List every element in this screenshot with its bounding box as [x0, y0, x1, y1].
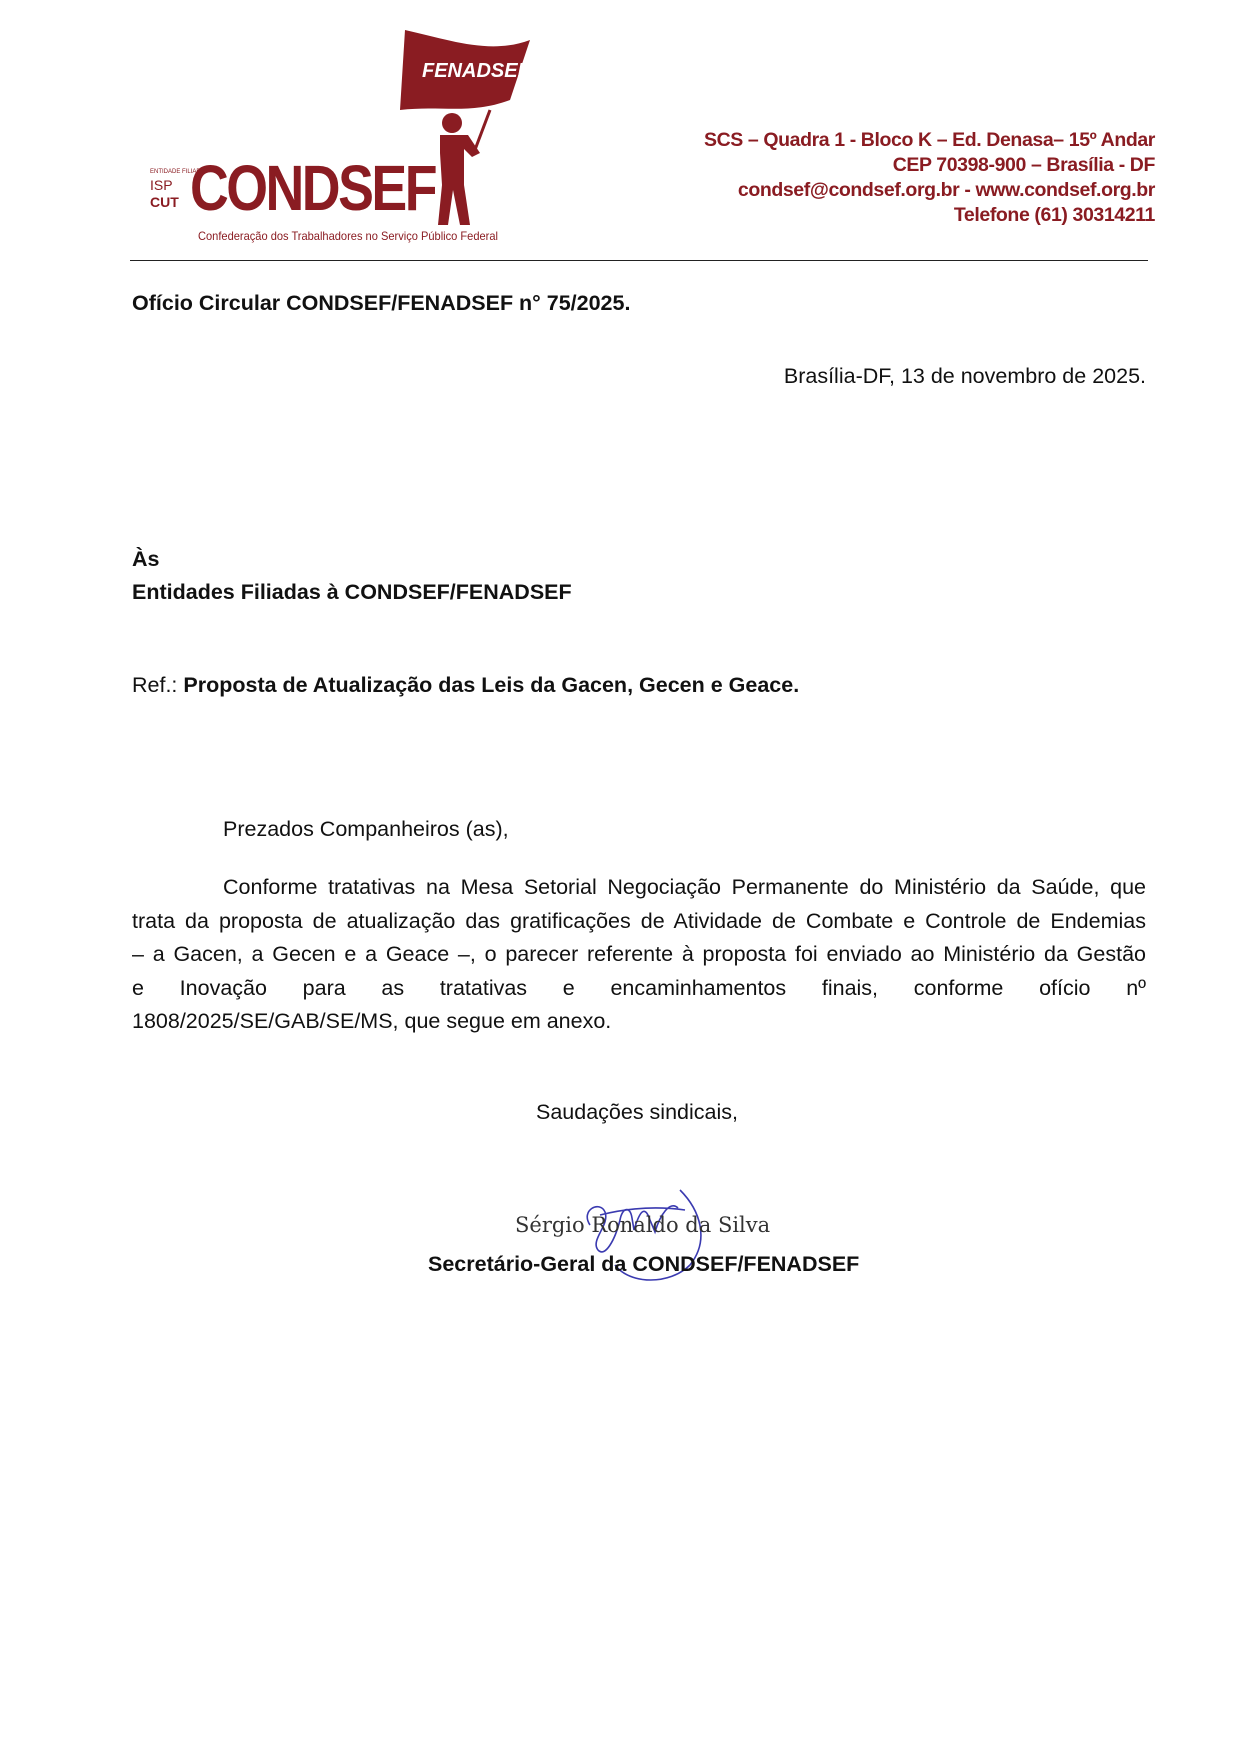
body-line-3: – a Gacen, a Gecen e a Geace –, o parecer referente à proposta foi enviado ao Ministério da Gestão [132, 942, 1146, 966]
body-line-1: Conforme tratativas na Mesa Setorial Negociação Permanente do Ministério da Saúde, que [223, 875, 1146, 899]
body-paragraph [132, 871, 1146, 1039]
letterhead-address [595, 128, 1155, 228]
document-reference-number: Ofício Circular CONDSEF/FENADSEF n° 75/2025. [132, 291, 631, 315]
cut-label: CUT [150, 194, 179, 210]
closing-salutation: Saudações sindicais, [536, 1100, 738, 1124]
body-line-2: trata da proposta de atualização das gratificações de Atividade de Combate e Controle de Endemias [132, 908, 1146, 933]
body-line-5: 1808/2025/SE/GAB/SE/MS, que segue em anexo. [132, 1009, 612, 1033]
signer-role: Secretário-Geral da CONDSEF/FENADSEF [428, 1252, 860, 1276]
condsef-wordmark: CONDSEF [190, 152, 436, 224]
isp-label: ISP [150, 177, 173, 193]
subject-text: Proposta de Atualização das Leis da Gacen, Gecen e Geace. [183, 673, 800, 697]
signer-name: Sérgio Ronaldo da Silva [515, 1213, 771, 1237]
svg-text:ENTIDADE FILIADA: ENTIDADE FILIADA [150, 169, 205, 175]
condsef-logo [150, 25, 600, 255]
address-cep: CEP 70398-900 – Brasília - DF [892, 154, 1155, 176]
subject-prefix: Ref.: [132, 673, 178, 697]
recipient-name: Entidades Filiadas à CONDSEF/FENADSEF [132, 580, 572, 604]
document-date: Brasília-DF, 13 de novembro de 2025. [783, 364, 1146, 388]
body-line-4: e Inovação para as tratativas e encaminhamentos finais, conforme ofício nº [132, 975, 1146, 1000]
greeting: Prezados Companheiros (as), [223, 817, 509, 841]
header-divider [130, 260, 1148, 261]
logo-tagline: Confederação dos Trabalhadores no Serviço Público Federal [198, 229, 498, 243]
address-contact: condsef@condsef.org.br - www.condsef.org.br [737, 179, 1155, 201]
address-phone: Telefone (61) 30314211 [953, 204, 1155, 226]
address-street: SCS – Quadra 1 - Bloco K – Ed. Denasa– 15º Andar [703, 129, 1155, 151]
recipient-label: Às [132, 547, 160, 571]
subject-line [132, 669, 799, 703]
flag-text: FENADSEF [422, 60, 530, 82]
